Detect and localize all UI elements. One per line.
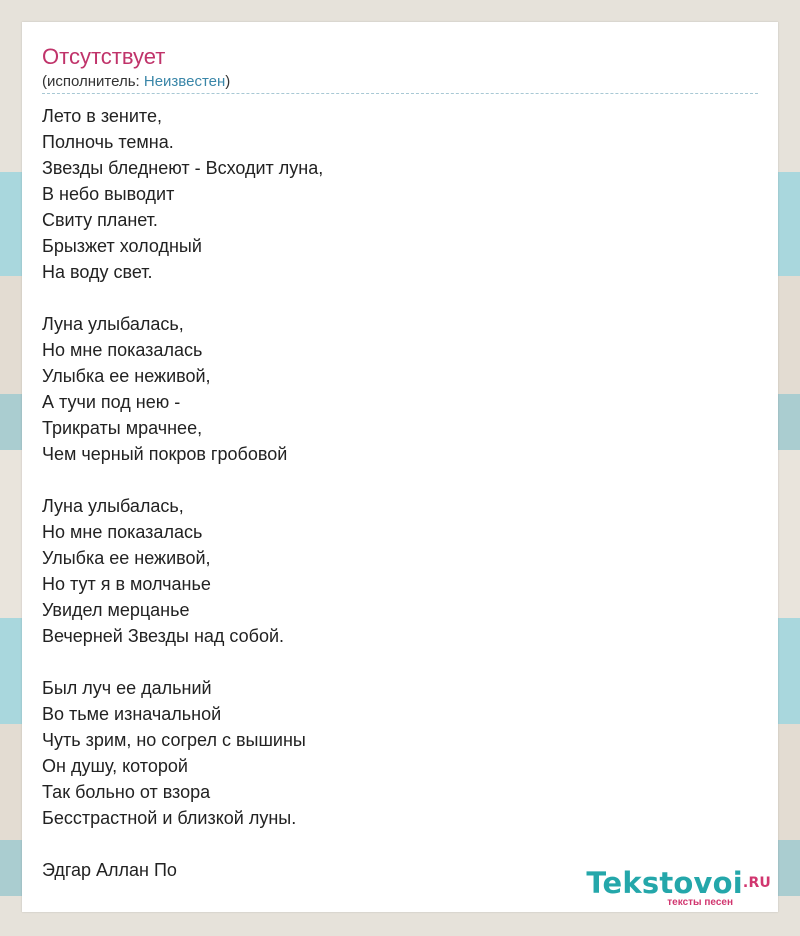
lyric-line: Но мне показалась (42, 522, 203, 542)
lyric-line: Эдгар Аллан По (42, 860, 177, 880)
lyric-line: Вечерней Звезды над собой. (42, 626, 285, 646)
artist-link[interactable]: Неизвестен (143, 73, 226, 90)
lyric-line: Но тут я в молчанье (42, 574, 211, 594)
logo-name: Tekstovoi (586, 866, 743, 900)
lyric-line: Во тьме изначальной (42, 704, 222, 724)
lyric-line: Улыбка ее неживой, (42, 366, 211, 386)
lyrics-text (42, 103, 742, 883)
song-title: Отсутствует (42, 44, 166, 69)
lyric-line: Так больно от взора (42, 782, 211, 802)
lyric-line (42, 285, 742, 311)
logo-tld: .RU (742, 875, 771, 891)
lyric-line: Луна улыбалась, (42, 496, 184, 516)
site-logo[interactable] (561, 866, 771, 910)
lyric-line: Звезды бледнеют - Всходит луна, (42, 158, 324, 178)
lyric-line: Лето в зените, (42, 106, 162, 126)
lyric-line (42, 831, 742, 857)
artist-suffix: ) (225, 73, 231, 90)
lyric-line: Был луч ее дальний (42, 678, 212, 698)
lyric-line: А тучи под нею - (42, 392, 181, 412)
lyric-line: Свиту планет. (42, 210, 158, 230)
lyric-line: Но мне показалась (42, 340, 203, 360)
lyric-line: Увидел мерцанье (42, 600, 190, 620)
lyrics-card (22, 22, 778, 912)
lyric-line: На воду свет. (42, 262, 153, 282)
lyric-line (42, 649, 742, 675)
lyric-line: Чем черный покров гробовой (42, 444, 288, 464)
lyric-line: В небо выводит (42, 184, 175, 204)
logo-tagline: тексты песен (667, 897, 733, 908)
lyric-line: Улыбка ее неживой, (42, 548, 211, 568)
artist-line (42, 73, 758, 94)
artist-prefix: (исполнитель: (42, 73, 144, 90)
lyric-line: Бесстрастной и близкой луны. (42, 808, 297, 828)
lyric-line: Луна улыбалась, (42, 314, 184, 334)
lyric-line: Трикраты мрачнее, (42, 418, 203, 438)
lyric-line (42, 467, 742, 493)
lyric-line: Чуть зрим, но согрел с вышины (42, 730, 306, 750)
lyric-line: Брызжет холодный (42, 236, 202, 256)
lyric-line: Полночь темна. (42, 132, 174, 152)
lyric-line: Он душу, которой (42, 756, 188, 776)
